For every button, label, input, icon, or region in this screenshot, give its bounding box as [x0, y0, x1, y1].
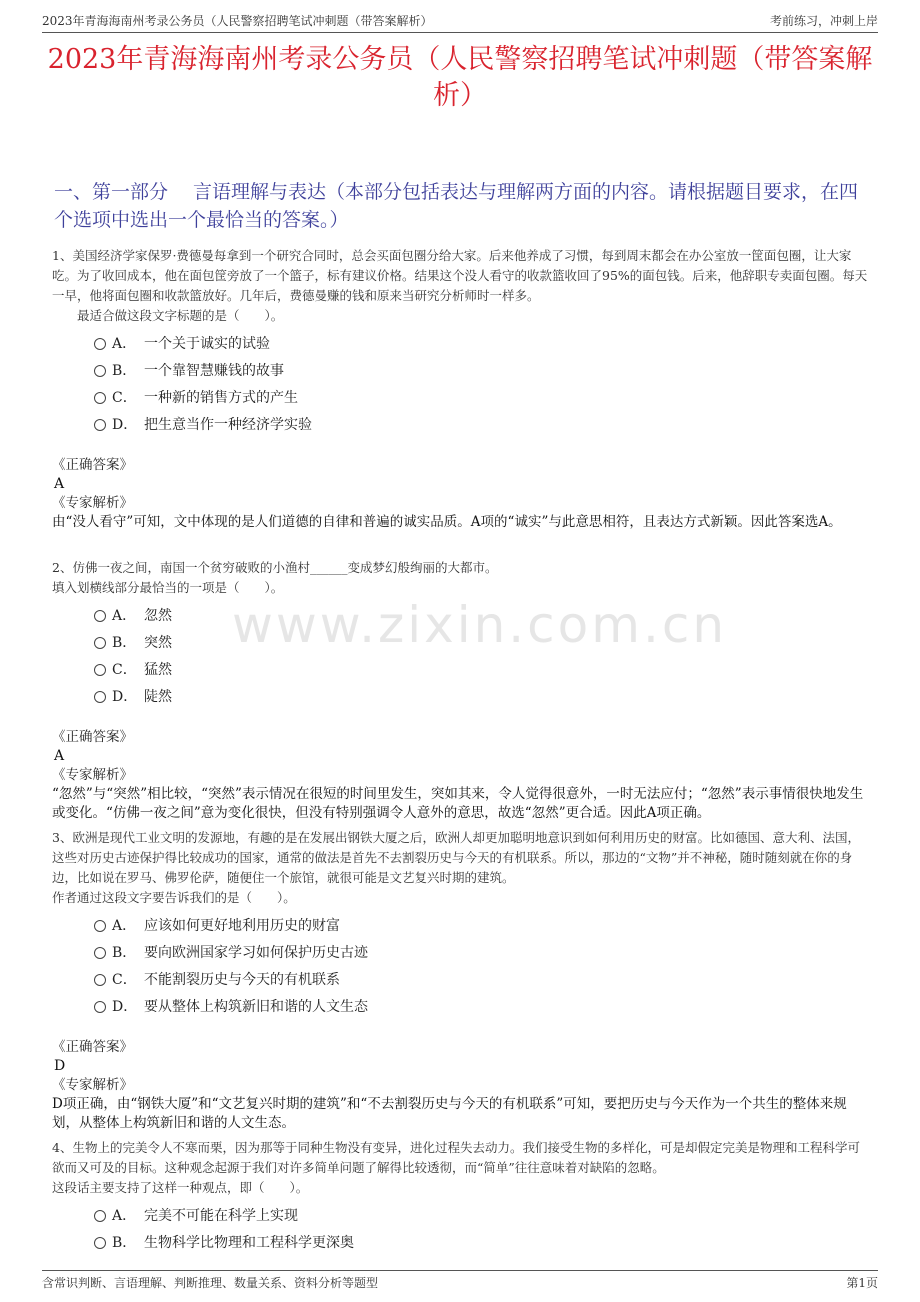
radio-icon[interactable]: [94, 920, 106, 932]
radio-icon[interactable]: [94, 664, 106, 676]
option-text: 忽然: [144, 608, 172, 624]
question-3: [52, 828, 868, 1133]
question-prompt: 最适合做这段文字标题的是（ ）。: [52, 308, 284, 323]
answer-label: 《正确答案》: [52, 1039, 133, 1055]
question-stem: 1、美国经济学家保罗·费德曼每拿到一个研究合同时，总会买面包圈分给大家。后来他养成了习惯，每到周末都会在办公室放一筐面包圈，让大家吃。为了收回成本，他在面包筐旁放了一个篮子，标有建议价格。结果这个没人看守的收款篮收回了95%的面包钱。后来，他辞职专卖面包圈。每天一早，他将面包圈和收款篮放好。几年后，费德曼赚的钱和原来当研究分析师时一样多。: [52, 248, 868, 303]
option-letter: A．: [112, 336, 137, 352]
header-slogan: 考前练习，冲刺上岸: [769, 14, 878, 28]
option-text: 要向欧洲国家学习如何保护历史古迹: [144, 945, 368, 961]
option-letter: B．: [112, 363, 137, 379]
radio-icon[interactable]: [94, 1237, 106, 1249]
option-d[interactable]: [52, 411, 868, 438]
option-c[interactable]: [52, 966, 868, 993]
analysis-text: 由“没人看守”可知，文中体现的是人们道德的自律和普遍的诚实品质。A项的“诚实”与此意思相符，且表达方式新颖。因此答案选A。: [52, 514, 842, 530]
option-a[interactable]: [52, 602, 868, 629]
analysis-text: D项正确，由“钢铁大厦”和“文艺复兴时期的建筑”和“不去割裂历史与今天的有机联系”可知，要把历史与今天作为一个共生的整体来规划，从整体上构筑新旧和谐的人文生态。: [52, 1096, 847, 1131]
question-prompt: 这段话主要支持了这样一种观点，即（ ）。: [52, 1180, 309, 1195]
option-text: 一个靠智慧赚钱的故事: [144, 363, 284, 379]
option-letter: C．: [112, 662, 137, 678]
page-number: 第1页: [846, 1276, 878, 1290]
answer-value: A: [54, 476, 65, 492]
option-text: 应该如何更好地利用历史的财富: [144, 918, 340, 934]
option-text: 一种新的销售方式的产生: [144, 390, 298, 406]
page-header: [42, 10, 878, 33]
option-text: 一个关于诚实的试验: [144, 336, 270, 352]
answer-value: A: [54, 748, 65, 764]
radio-icon[interactable]: [94, 974, 106, 986]
answer-label: 《正确答案》: [52, 729, 133, 745]
section-heading: 一、第一部分 言语理解与表达（本部分包括表达与理解两方面的内容。请根据题目要求，在四个选项中选出一个最恰当的答案。）: [54, 181, 859, 231]
option-letter: C．: [112, 972, 137, 988]
header-doc-title: 2023年青海海南州考录公务员（人民警察招聘笔试冲刺题（带答案解析）: [42, 14, 433, 28]
option-text: 突然: [144, 635, 172, 651]
option-letter: B．: [112, 1235, 137, 1251]
option-letter: A．: [112, 1208, 137, 1224]
radio-icon[interactable]: [94, 392, 106, 404]
radio-icon[interactable]: [94, 691, 106, 703]
answer-label: 《正确答案》: [52, 457, 133, 473]
radio-icon[interactable]: [94, 637, 106, 649]
option-b[interactable]: [52, 939, 868, 966]
analysis-label: 《专家解析》: [52, 767, 133, 783]
option-letter: D．: [112, 417, 138, 433]
analysis-label: 《专家解析》: [52, 1077, 133, 1093]
radio-icon[interactable]: [94, 1210, 106, 1222]
option-c[interactable]: [52, 384, 868, 411]
option-text: 陡然: [144, 689, 172, 705]
analysis-text: “忽然”与“突然”相比较，“突然”表示情况在很短的时间里发生，突如其来，令人觉得很意外，一时无法应付；“忽然”表示事情很快地发生或变化。“仿佛一夜之间”意为变化很快，但没有特别强调令人意外的意思，故选“忽然”更合适。因此A项正确。: [52, 786, 864, 821]
question-stem: 3、欧洲是现代工业文明的发源地，有趣的是在发展出钢铁大厦之后，欧洲人却更加聪明地意识到如何利用历史的财富。比如德国、意大利、法国，这些对历史古迹保护得比较成功的国家，通常的做法是首先不去割裂历史与今天的有机联系。所以，那边的“文物”并不神秘，随时随刻就在你的身边，比如说在罗马、佛罗伦萨，随便住一个旅馆，就很可能是文艺复兴时期的建筑。: [52, 830, 860, 885]
option-letter: A．: [112, 608, 137, 624]
option-a[interactable]: [52, 330, 868, 357]
radio-icon[interactable]: [94, 610, 106, 622]
radio-icon[interactable]: [94, 419, 106, 431]
option-text: 要从整体上构筑新旧和谐的人文生态: [144, 999, 368, 1015]
option-a[interactable]: [52, 1202, 868, 1229]
option-c[interactable]: [52, 656, 868, 683]
option-letter: B．: [112, 635, 137, 651]
radio-icon[interactable]: [94, 338, 106, 350]
option-d[interactable]: [52, 683, 868, 710]
watermark: www.zixin.com.cn: [232, 596, 728, 654]
option-letter: B．: [112, 945, 137, 961]
option-text: 完美不可能在科学上实现: [144, 1208, 298, 1224]
question-1: [52, 246, 868, 532]
option-text: 把生意当作一种经济学实验: [144, 417, 312, 433]
document-title: 2023年青海海南州考录公务员（人民警察招聘笔试冲刺题（带答案解析）: [47, 44, 873, 111]
radio-icon[interactable]: [94, 947, 106, 959]
option-b[interactable]: [52, 629, 868, 656]
question-stem: 2、仿佛一夜之间，南国一个贫穷破败的小渔村______变成梦幻般绚丽的大都市。: [52, 560, 498, 575]
option-text: 不能割裂历史与今天的有机联系: [144, 972, 340, 988]
question-prompt: 作者通过这段文字要告诉我们的是（ ）。: [52, 890, 296, 905]
option-a[interactable]: [52, 912, 868, 939]
question-prompt: 填入划横线部分最恰当的一项是（ ）。: [52, 580, 284, 595]
answer-value: D: [54, 1058, 66, 1074]
option-letter: A．: [112, 918, 137, 934]
option-letter: D．: [112, 999, 138, 1015]
footer-topics: 含常识判断、言语理解、判断推理、数量关系、资料分析等题型: [42, 1276, 379, 1290]
question-4: [52, 1138, 868, 1256]
option-letter: D．: [112, 689, 138, 705]
question-2: [52, 558, 868, 823]
option-b[interactable]: [52, 357, 868, 384]
option-letter: C．: [112, 390, 137, 406]
option-d[interactable]: [52, 993, 868, 1020]
page-footer: [42, 1270, 878, 1293]
option-b[interactable]: [52, 1229, 868, 1256]
question-stem: 4、生物上的完美令人不寒而栗，因为那等于同种生物没有变异，进化过程失去动力。我们接受生物的多样化，可是却假定完美是物理和工程科学可欲而又可及的目标。这种观念起源于我们对许多简单问题了解得比较透彻，而“简单”往往意味着对缺陷的忽略。: [52, 1140, 860, 1175]
analysis-label: 《专家解析》: [52, 495, 133, 511]
option-text: 猛然: [144, 662, 172, 678]
radio-icon[interactable]: [94, 365, 106, 377]
radio-icon[interactable]: [94, 1001, 106, 1013]
option-text: 生物科学比物理和工程科学更深奥: [144, 1235, 354, 1251]
